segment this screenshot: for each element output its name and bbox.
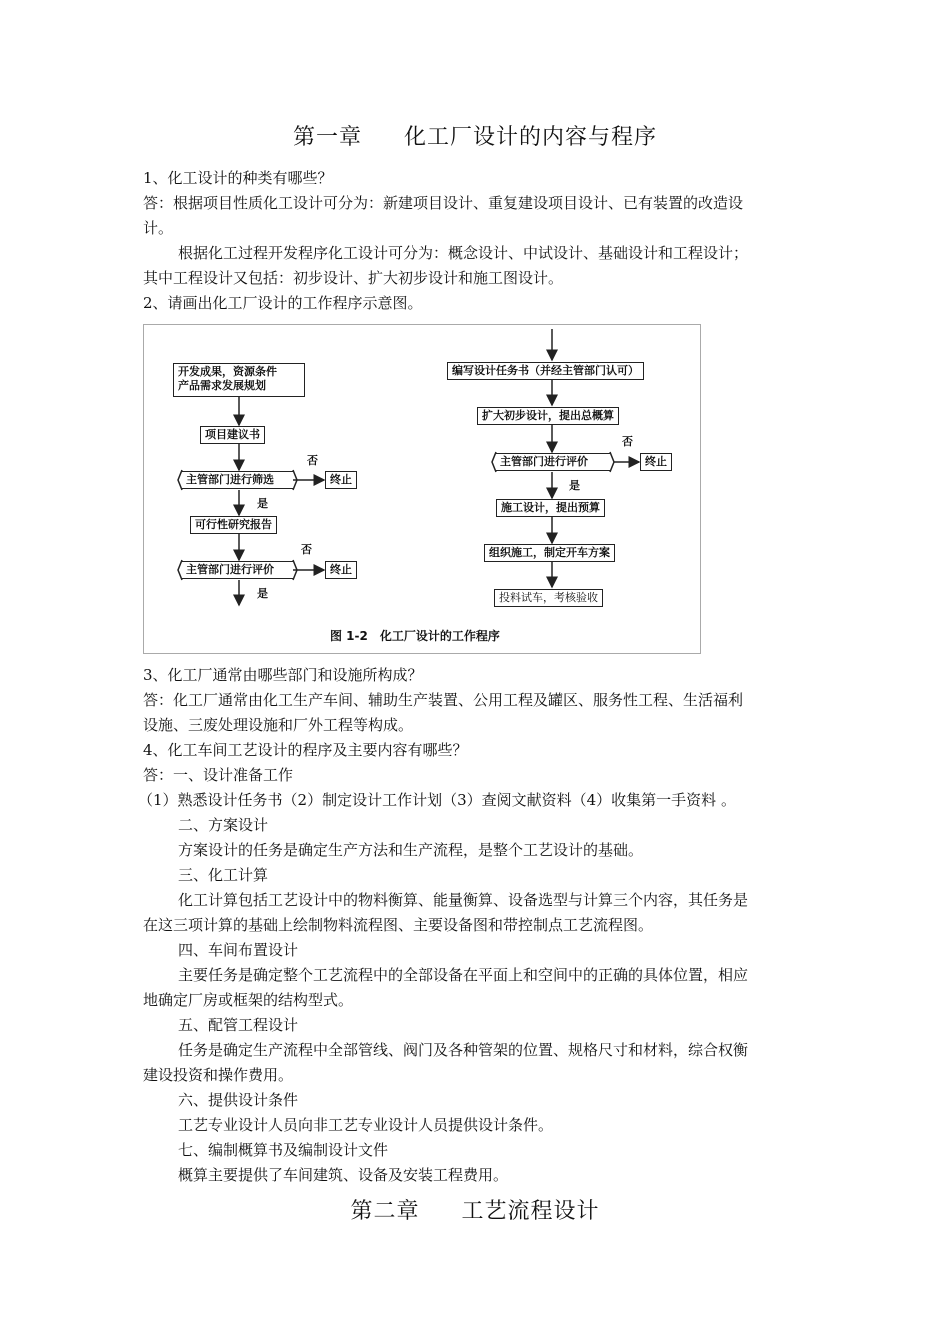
q3-answer-line2: 设施、三废处理设施和厂外工程等构成。 [143,716,414,734]
q2-question: 2、请画出化工厂设计的工作程序示意图。 [143,294,423,312]
q4-section6-title: 六、提供设计条件 [178,1091,299,1109]
label-no-2: 否 [301,543,312,556]
box-development-results-line2: 产品需求发展规划 [178,379,266,392]
q4-section5-title: 五、配管工程设计 [178,1016,299,1034]
decision-evaluation-left: 主管部门进行评价 [182,561,293,579]
q4-section1-detail: （1）熟悉设计任务书（2）制定设计工作计划（3）查阅文献资料（4）收集第一手资料 。 [138,791,736,809]
chapter2-number: 第二章 [350,1199,420,1224]
q1-answer-line1: 答：根据项目性质化工设计可分为：新建项目设计、重复建设项目设计、已有装置的改造设 [143,194,744,212]
box-development-results [173,363,305,397]
label-no-1: 否 [307,454,318,467]
label-yes-2: 是 [257,587,268,600]
box-terminate-2: 终止 [325,561,357,579]
q4-section7-line1: 概算主要提供了车间建筑、设备及安装工程费用。 [178,1166,509,1184]
chapter1-number: 第一章 [292,125,362,150]
label-yes-1: 是 [257,497,268,510]
chapter2-title: 工艺流程设计 [461,1199,600,1224]
decision-evaluation-right: 主管部门进行评价 [496,453,610,471]
q4-section3-line2: 在这三项计算的基础上绘制物料流程图、主要设备图和带控制点工艺流程图。 [143,916,654,934]
figure-caption: 图 1-2 化工厂设计的工作程序 [330,629,500,643]
q1-answer-line4: 其中工程设计又包括：初步设计、扩大初步设计和施工图设计。 [143,269,564,287]
box-construction-design: 施工设计，提出预算 [496,499,605,517]
box-trial-run: 投料试车，考核验收 [494,589,603,607]
q4-section2-title: 二、方案设计 [178,816,269,834]
chapter1-title: 化工厂设计的内容与程序 [404,125,658,150]
box-organize-construction: 组织施工，制定开车方案 [484,544,615,562]
label-yes-3: 是 [569,479,580,492]
label-no-3: 否 [622,435,633,448]
box-project-proposal: 项目建议书 [200,426,265,444]
q4-section3-title: 三、化工计算 [178,866,269,884]
box-development-results-line1: 开发成果，资源条件 [178,365,277,378]
q4-section2-line1: 方案设计的任务是确定生产方法和生产流程，是整个工艺设计的基础。 [178,841,644,859]
chapter2-heading [0,1194,950,1225]
q4-question: 4、化工车间工艺设计的程序及主要内容有哪些？ [143,741,468,759]
box-feasibility-report: 可行性研究报告 [190,516,277,534]
box-extended-preliminary: 扩大初步设计，提出总概算 [477,407,619,425]
q4-section4-line2: 地确定厂房或框架的结构型式。 [143,991,354,1009]
box-terminate-3: 终止 [640,453,672,471]
q4-section4-line1: 主要任务是确定整个工艺流程中的全部设备在平面上和空间中的正确的具体位置，相应 [178,966,749,984]
workflow-figure [143,324,701,654]
box-design-brief: 编写设计任务书（并经主管部门认可） [447,362,644,380]
q4-section5-line1: 任务是确定生产流程中全部管线、阀门及各种管架的位置、规格尺寸和材料，综合权衡 [178,1041,749,1059]
chapter1-heading [0,120,950,151]
q4-section6-line1: 工艺专业设计人员向非工艺专业设计人员提供设计条件。 [178,1116,554,1134]
q4-answer-section1: 答：一、设计准备工作 [143,766,294,784]
q4-section7-title: 七、编制概算书及编制设计文件 [178,1141,389,1159]
q4-section3-line1: 化工计算包括工艺设计中的物料衡算、能量衡算、设备选型与计算三个内容，其任务是 [178,891,749,909]
q4-section4-title: 四、车间布置设计 [178,941,299,959]
q1-answer-line3: 根据化工过程开发程序化工设计可分为：概念设计、中试设计、基础设计和工程设计； [178,244,749,262]
q3-question: 3、化工厂通常由哪些部门和设施所构成？ [143,666,423,684]
q4-section5-line2: 建设投资和操作费用。 [143,1066,294,1084]
q1-question: 1、化工设计的种类有哪些？ [143,169,333,187]
decision-screening: 主管部门进行筛选 [182,471,293,489]
q3-answer-line1: 答：化工厂通常由化工生产车间、辅助生产装置、公用工程及罐区、服务性工程、生活福利 [143,691,744,709]
box-terminate-1: 终止 [325,471,357,489]
q1-answer-line2: 计。 [143,219,174,237]
